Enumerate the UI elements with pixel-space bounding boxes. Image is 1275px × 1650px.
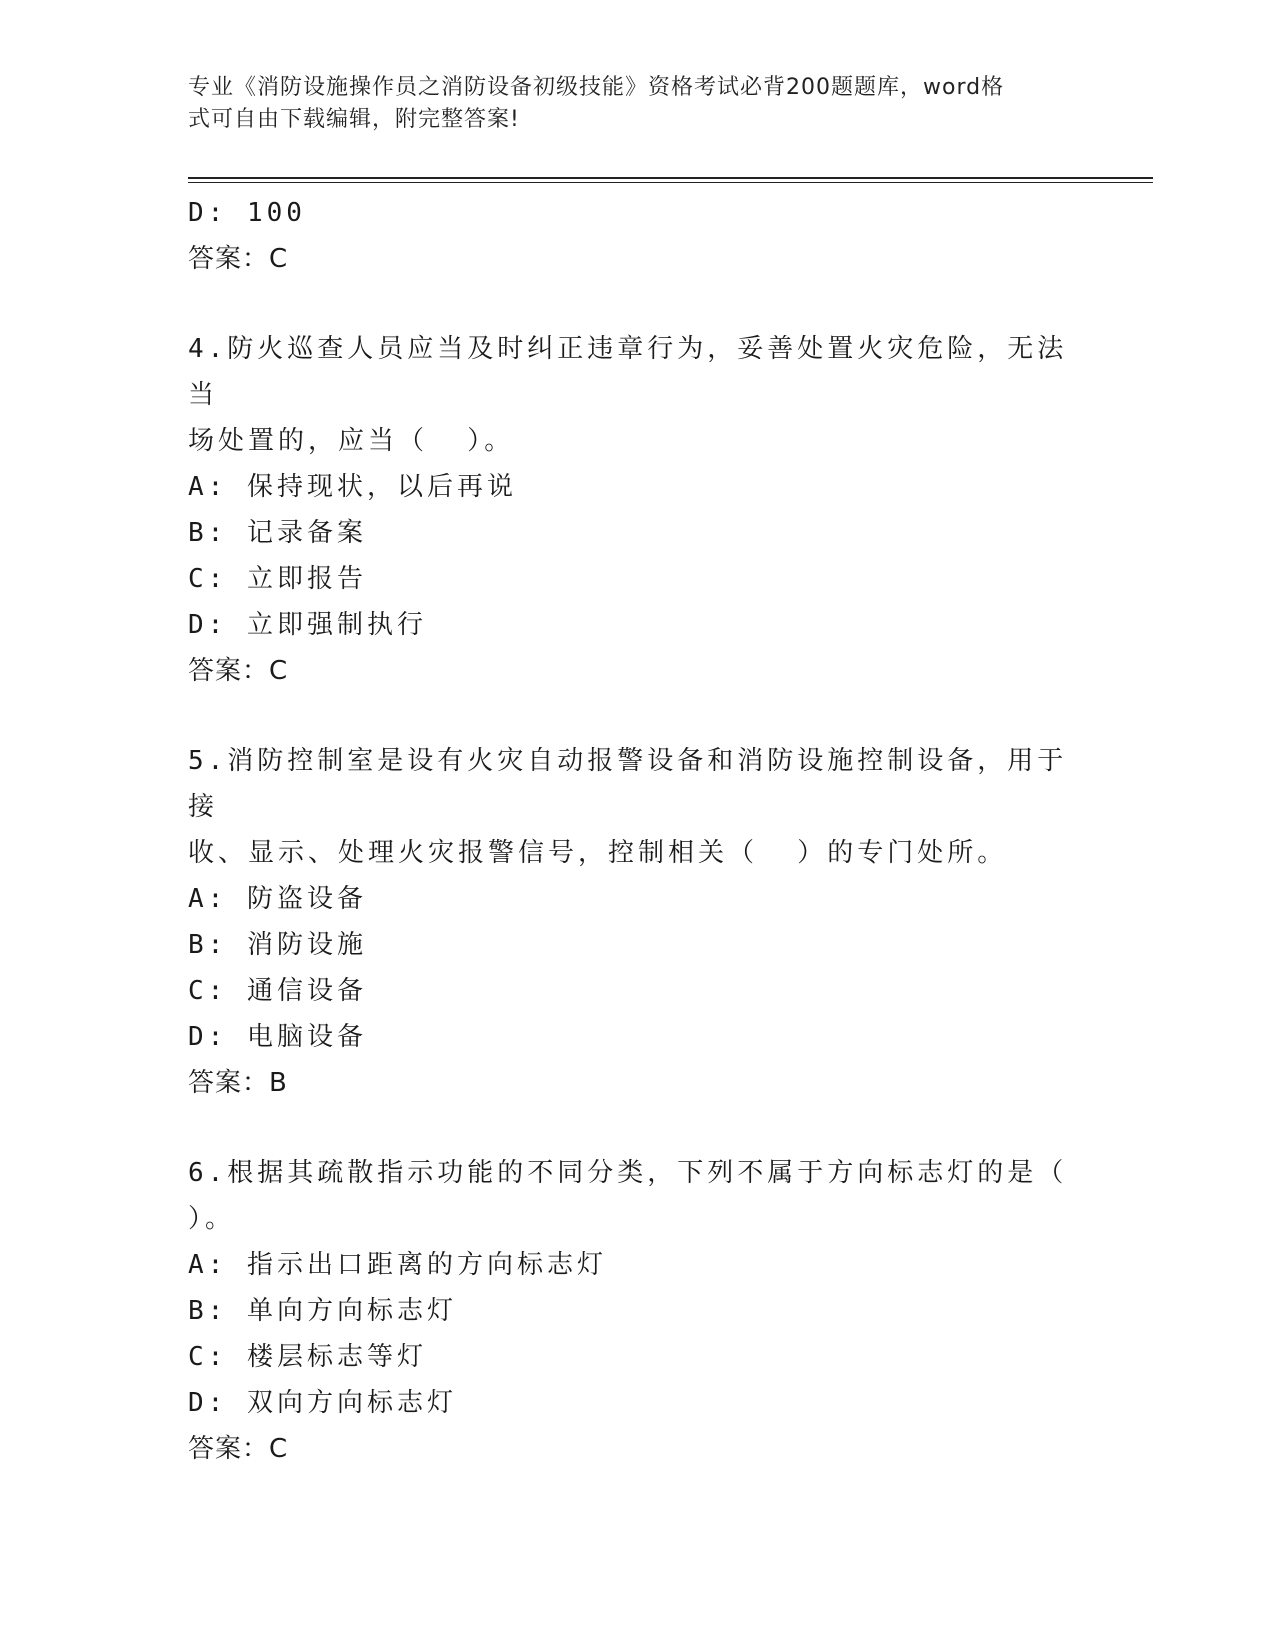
option-d: D: 电脑设备 bbox=[188, 1022, 367, 1052]
question-stem-line-2: 收、显示、处理火灾报警信号，控制相关（ ）的专门处所。 bbox=[188, 838, 1008, 868]
option-d: D: 100 bbox=[188, 198, 306, 228]
option-c: C: 立即报告 bbox=[188, 564, 367, 594]
question-stem-line-1: 5.消防控制室是设有火灾自动报警设备和消防设施控制设备，用于接 bbox=[188, 746, 1068, 822]
option-d: D: 立即强制执行 bbox=[188, 610, 427, 640]
page-header bbox=[188, 72, 1068, 136]
question-4 bbox=[188, 326, 1068, 694]
option-a: A: 保持现状，以后再说 bbox=[188, 472, 517, 502]
option-d: D: 双向方向标志灯 bbox=[188, 1388, 457, 1418]
question-5 bbox=[188, 738, 1068, 1106]
option-b: B: 记录备案 bbox=[188, 518, 367, 548]
header-line-2: 式可自由下载编辑，附完整答案! bbox=[188, 107, 520, 132]
question-content bbox=[188, 190, 1068, 1472]
option-c: C: 通信设备 bbox=[188, 976, 367, 1006]
question-stem-line-2: ）。 bbox=[188, 1204, 236, 1234]
option-a: A: 防盗设备 bbox=[188, 884, 367, 914]
question-stem-line-1: 6.根据其疏散指示功能的不同分类，下列不属于方向标志灯的是（ bbox=[188, 1158, 1068, 1188]
question-6 bbox=[188, 1150, 1068, 1472]
option-a: A: 指示出口距离的方向标志灯 bbox=[188, 1250, 607, 1280]
answer-line: 答案：C bbox=[188, 244, 289, 274]
option-c: C: 楼层标志等灯 bbox=[188, 1342, 427, 1372]
header-divider-thick bbox=[188, 177, 1153, 179]
header-divider-thin bbox=[188, 182, 1153, 183]
header-line-1: 专业《消防设施操作员之消防设备初级技能》资格考试必背200题题库，word格 bbox=[188, 75, 1005, 100]
question-stem-line-2: 场处置的，应当（ ）。 bbox=[188, 426, 515, 456]
question-stem-line-1: 4.防火巡查人员应当及时纠正违章行为，妥善处置火灾危险，无法当 bbox=[188, 334, 1068, 410]
continuation-block bbox=[188, 190, 1068, 282]
option-b: B: 单向方向标志灯 bbox=[188, 1296, 457, 1326]
option-b: B: 消防设施 bbox=[188, 930, 367, 960]
answer-line: 答案：B bbox=[188, 1068, 288, 1098]
answer-line: 答案：C bbox=[188, 1434, 289, 1464]
answer-line: 答案：C bbox=[188, 656, 289, 686]
